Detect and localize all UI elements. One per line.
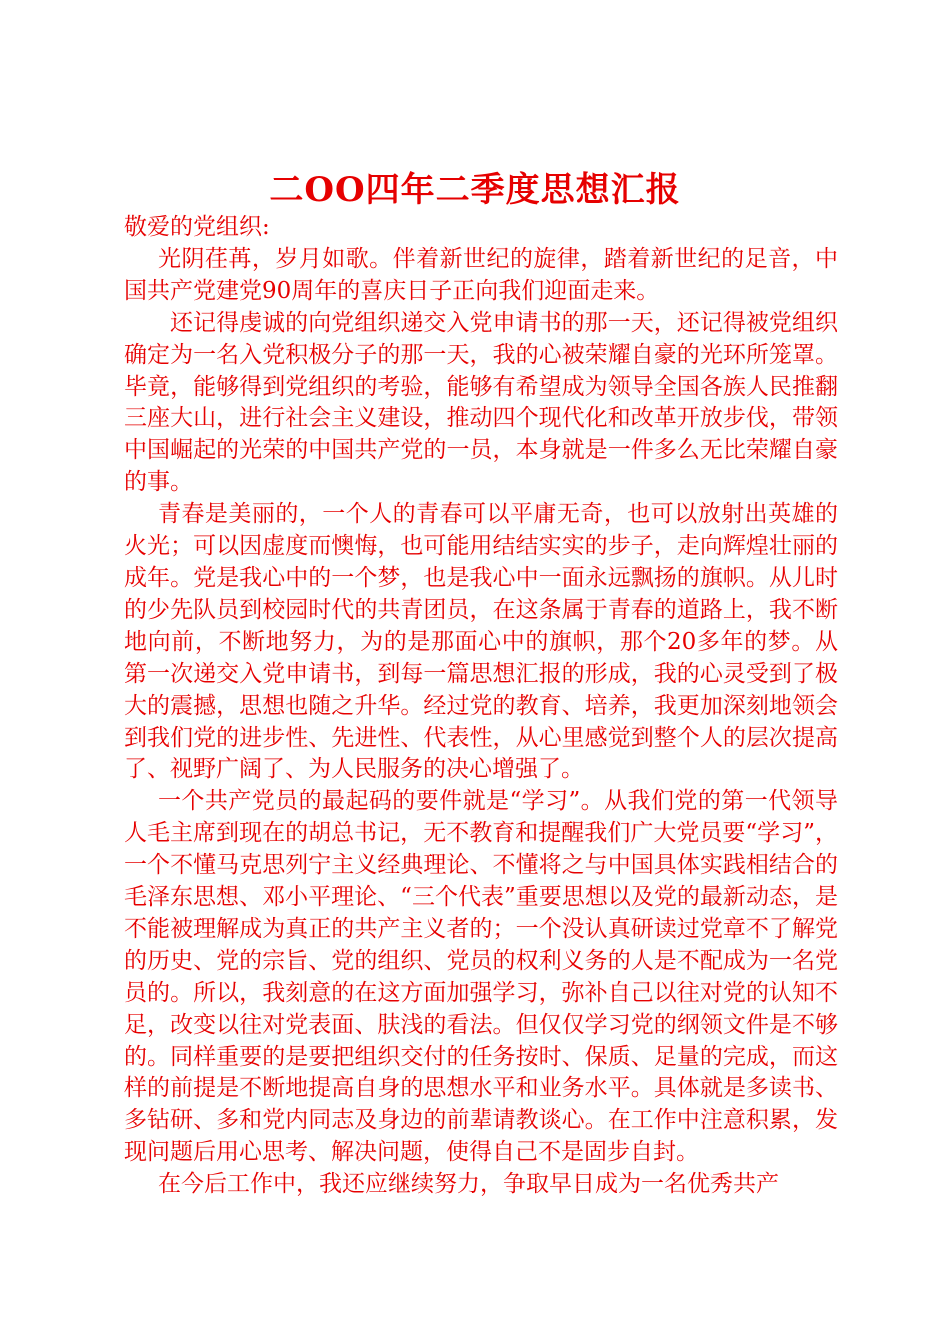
document-body xyxy=(124,212,838,1201)
paragraph-5: 在今后工作中，我还应继续努力，争取早日成为一名优秀共产 xyxy=(158,1171,779,1198)
paragraph-3: 青春是美丽的，一个人的青春可以平庸无奇，也可以放射出英雄的火光；可以因虚度而懊悔，也可能用结结实实的步子，走向辉煌壮丽的成年。党是我心中的一个梦，也是我心中一面永远飘扬的旗帜。从儿时的少先队员到校园时代的共青团员，在这条属于青春的道路上，我不断地向前，不断地努力，为的是那面心中的旗帜，那个20多年的梦。从第一次递交入党申请书，到每一篇思想汇报的形成，我的心灵受到了极大的震撼，思想也随之升华。经过党的教育、培养，我更加深刻地领会到我们党的进步性、先进性、代表性，从心里感觉到整个人的层次提高了、视野广阔了、为人民服务的决心增强了。 xyxy=(124,501,838,783)
paragraph-1: 光阴荏苒，岁月如歌。伴着新世纪的旋律，踏着新世纪的足音，中国共产党建党90周年的喜庆日子正向我们迎面走来。 xyxy=(124,245,838,304)
paragraph-4: 一个共产党员的最起码的要件就是“学习”。从我们党的第一代领导人毛主席到现在的胡总书记，无不教育和提醒我们广大党员要“学习”，一个不懂马克思列宁主义经典理论、不懂将之与中国具体实践相结合的毛泽东思想、邓小平理论、“三个代表”重要思想以及党的最新动态，是不能被理解成为真正的共产主义者的；一个没认真研读过党章不了解党的历史、党的宗旨、党的组织、党员的权利义务的人是不配成为一名党员的。所以，我刻意的在这方面加强学习，弥补自己以往对党的认知不足，改变以往对党表面、肤浅的看法。但仅仅学习党的纲领文件是不够的。同样重要的是要把组织交付的任务按时、保质、足量的完成，而这样的前提是不断地提高自身的思想水平和业务水平。具体就是多读书、多钻研、多和党内同志及身边的前辈请教谈心。在工作中注意积累，发现问题后用心思考、解决问题，使得自己不是固步自封。 xyxy=(124,788,838,1166)
salutation: 敬爱的党组织: xyxy=(124,214,270,240)
paragraph-2: 还记得虔诚的向党组织递交入党申请书的那一天，还记得被党组织确定为一名入党积极分子的那一天，我的心被荣耀自豪的光环所笼罩。毕竟，能够得到党组织的考验，能够有希望成为领导全国各族人民推翻三座大山，进行社会主义建设，推动四个现代化和改革开放步伐，带领中国崛起的光荣的中国共产党的一员，本身就是一件多么无比荣耀自豪的事。 xyxy=(124,309,838,496)
document-title: 二OO四年二季度思想汇报 xyxy=(269,170,681,210)
